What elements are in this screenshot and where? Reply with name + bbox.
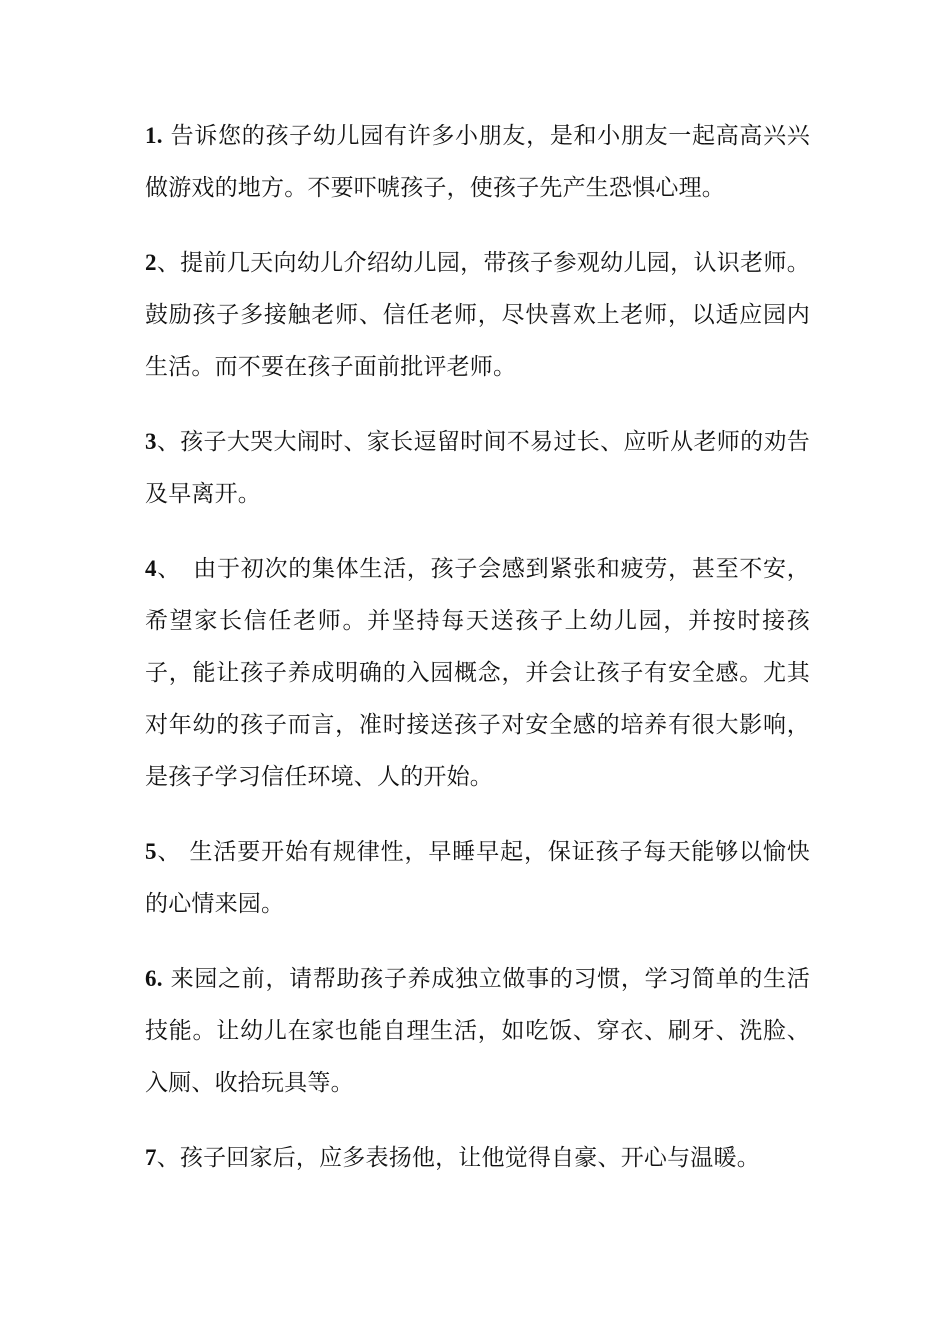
item-number: 2 [145, 250, 157, 275]
item-text: 、提前几天向幼儿介绍幼儿园，带孩子参观幼儿园，认识老师。鼓励孩子多接触老师、信任老师，尽快喜欢上老师，以适应园内生活。而不要在孩子面前批评老师。 [145, 250, 810, 380]
list-item [145, 826, 810, 930]
document-body [145, 110, 810, 1207]
item-number: 3 [145, 429, 157, 454]
list-item [145, 543, 810, 803]
item-number: 6. [145, 966, 163, 991]
list-item [145, 1132, 810, 1184]
item-number: 4 [145, 556, 157, 581]
list-item [145, 110, 810, 214]
item-text: 来园之前，请帮助孩子养成独立做事的习惯，学习简单的生活技能。让幼儿在家也能自理生活，如吃饭、穿衣、刷牙、洗脸、入厕、收拾玩具等。 [145, 966, 810, 1096]
item-text: 、 由于初次的集体生活，孩子会感到紧张和疲劳，甚至不安，希望家长信任老师。并坚持每天送孩子上幼儿园，并按时接孩子，能让孩子养成明确的入园概念，并会让孩子有安全感。尤其对年幼的孩子而言，准时接送孩子对安全感的培养有很大影响，是孩子学习信任环境、人的开始。 [145, 556, 810, 790]
item-number: 5 [145, 839, 157, 864]
item-number: 7 [145, 1145, 157, 1170]
item-text: 、孩子大哭大闹时、家长逗留时间不易过长、应听从老师的劝告及早离开。 [145, 429, 810, 507]
item-text: 告诉您的孩子幼儿园有许多小朋友，是和小朋友一起高高兴兴做游戏的地方。不要吓唬孩子，使孩子先产生恐惧心理。 [145, 123, 810, 201]
item-text: 、 生活要开始有规律性，早睡早起，保证孩子每天能够以愉快的心情来园。 [145, 839, 810, 917]
list-item [145, 953, 810, 1109]
list-item [145, 416, 810, 520]
item-text: 、孩子回家后，应多表扬他，让他觉得自豪、开心与温暖。 [156, 1145, 760, 1171]
item-number: 1. [145, 123, 163, 148]
list-item [145, 237, 810, 393]
